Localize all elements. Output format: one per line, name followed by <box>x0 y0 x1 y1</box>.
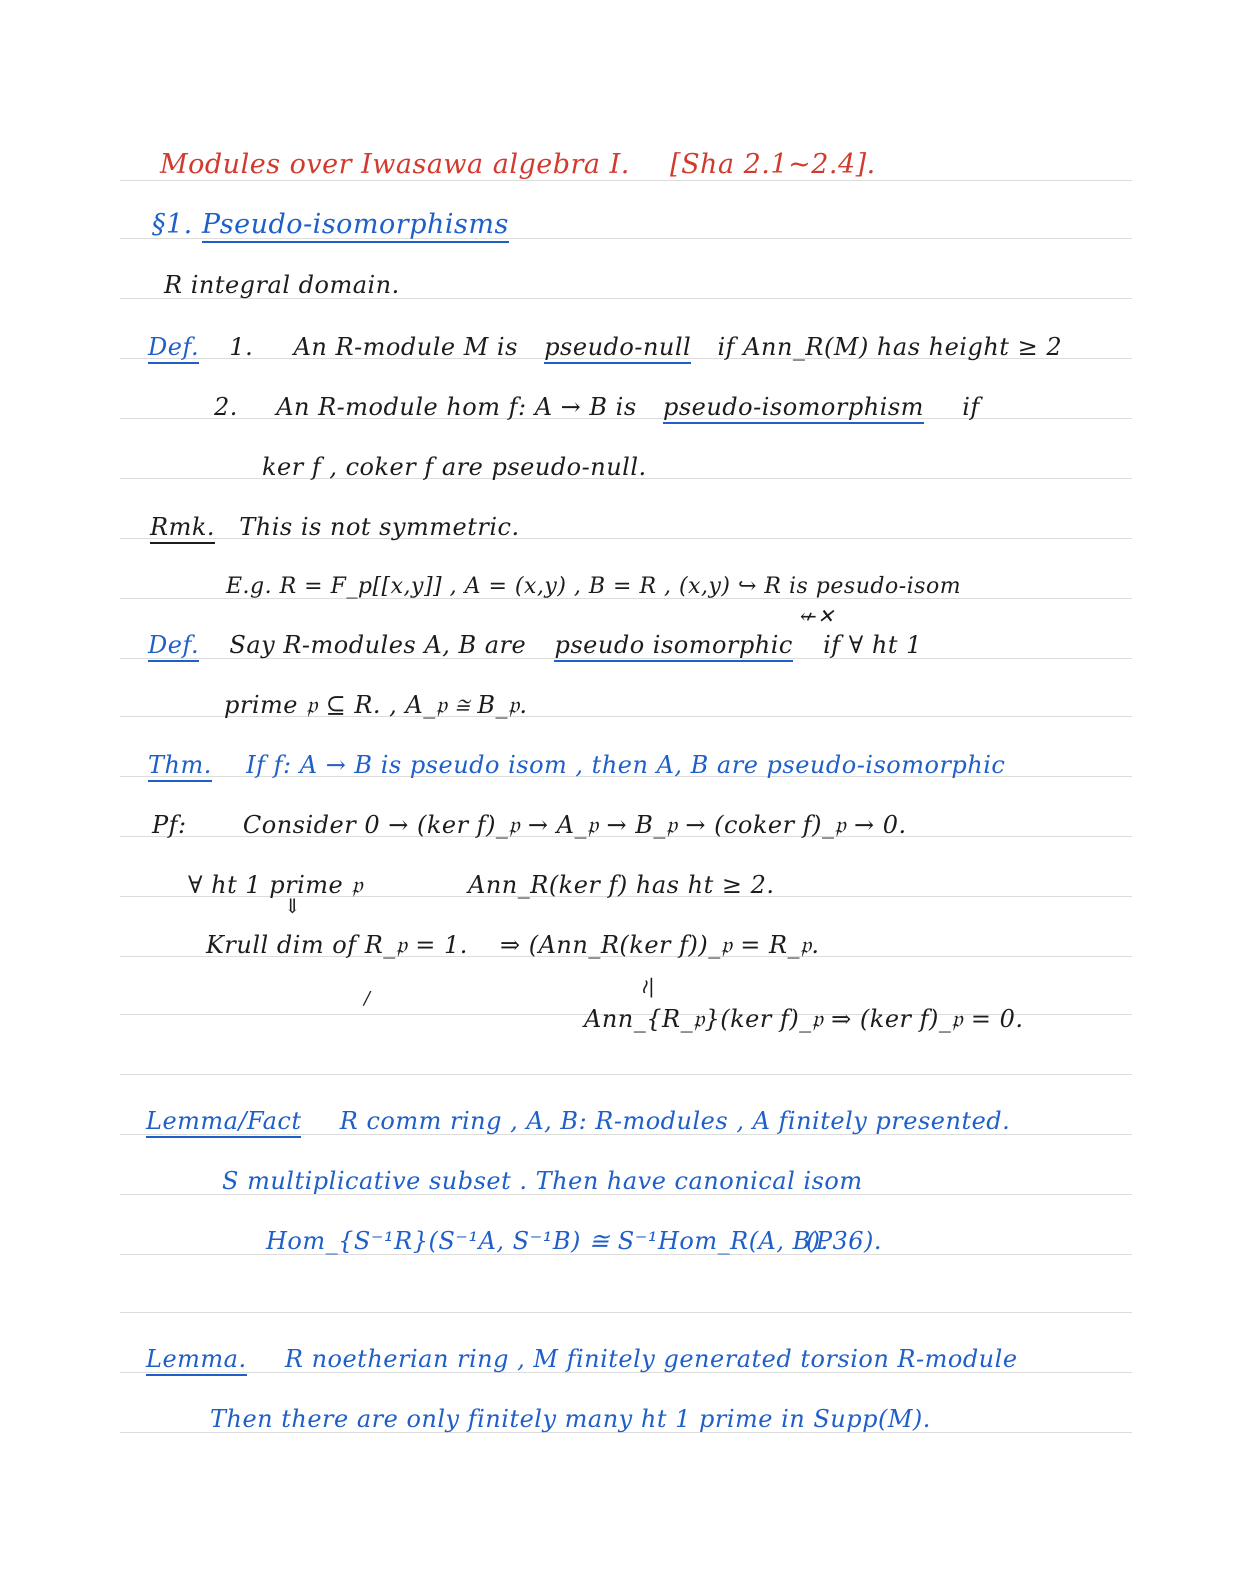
proof-line-1 <box>152 810 907 840</box>
proof-label: Pf: <box>152 811 187 839</box>
lemma-1-line-2: S multiplicative subset . Then have canonical isom <box>222 1167 863 1195</box>
example-line: E.g. R = F_p[[x,y]] , A = (x,y) , B = R , (x,y) ↪ R is pesudo-isom <box>226 574 962 599</box>
def-label: Def. <box>148 631 199 662</box>
proof-text: Consider 0 → (ker f)_𝔭 → A_𝔭 → B_𝔭 → (coker f)_𝔭 → 0. <box>242 811 907 839</box>
proof-line-2b: Ann_R(ker f) has ht ≥ 2. <box>468 871 775 899</box>
term-pseudo-isomorphic: pseudo isomorphic <box>554 631 792 662</box>
lemma-1-line-1 <box>146 1106 1010 1136</box>
remark-text: This is not symmetric. <box>239 513 520 541</box>
page-title <box>160 150 876 180</box>
definition-2-line-2: prime 𝔭 ⊆ R. , A_𝔭 ≅ B_𝔭. <box>224 691 528 719</box>
title-reference: [Sha 2.1~2.4]. <box>670 149 876 180</box>
section-name: Pseudo-isomorphisms <box>202 209 509 243</box>
lemma-2-line-2: Then there are only finitely many ht 1 prime in Supp(M). <box>210 1405 931 1433</box>
example-cross-mark: ↚✕ <box>800 604 835 628</box>
def-text: Say R-modules A, B are <box>229 631 527 659</box>
def-text: An R-module hom f: A → B is <box>276 393 637 421</box>
def-item-number: 2. <box>214 393 238 421</box>
lemma-2-line-1 <box>146 1344 1018 1374</box>
proof-line-4: Ann_{R_𝔭}(ker f)_𝔭 ⇒ (ker f)_𝔭 = 0. <box>584 1005 1024 1033</box>
definition-2-line-1 <box>148 630 922 660</box>
section-number: §1. <box>152 209 193 240</box>
subset-symbol: ≀| <box>640 974 656 998</box>
def-text: if Ann_R(M) has height ≥ 2 <box>717 333 1063 361</box>
lemma-label: Lemma. <box>146 1345 247 1376</box>
lemma-text: R comm ring , A, B: R-modules , A finitely presented. <box>339 1107 1011 1135</box>
setup-line: R integral domain. <box>164 271 400 299</box>
theorem-text: If f: A → B is pseudo isom , then A, B are pseudo-isomorphic <box>246 751 1006 779</box>
proof-line-3b: ⇒ (Ann_R(ker f))_𝔭 = R_𝔭. <box>500 931 820 959</box>
def-text: An R-module M is <box>293 333 518 361</box>
def-item-number: 1. <box>229 333 254 361</box>
definition-1-line-3: ker f , coker f are pseudo-null. <box>262 453 647 481</box>
ruled-line <box>120 180 1132 181</box>
term-pseudo-null: pseudo-null <box>544 333 691 364</box>
definition-1-line-2 <box>214 392 980 422</box>
section-heading <box>152 210 509 240</box>
lemma-label: Lemma/Fact <box>146 1107 301 1138</box>
theorem-line <box>148 750 1005 780</box>
def-label: Def. <box>148 333 199 364</box>
ruled-line <box>120 1074 1132 1075</box>
term-pseudo-isomorphism: pseudo-isomorphism <box>663 393 924 424</box>
tick-mark: / <box>364 988 371 1009</box>
title-main: Modules over Iwasawa algebra I. <box>160 149 630 180</box>
lemma-1-reference: (P36). <box>806 1227 883 1255</box>
double-down-arrow-icon: ⇓ <box>284 894 302 918</box>
proof-line-3a: Krull dim of R_𝔭 = 1. <box>206 931 468 959</box>
proof-line-2a: ∀ ht 1 prime 𝔭 <box>188 871 363 899</box>
remark-label: Rmk. <box>150 513 215 544</box>
theorem-label: Thm. <box>148 751 212 782</box>
lemma-1-line-3: Hom_{S⁻¹R}(S⁻¹A, S⁻¹B) ≅ S⁻¹Hom_R(A, B). <box>266 1227 829 1255</box>
def-text: if <box>962 393 980 421</box>
lemma-text: R noetherian ring , M finitely generated torsion R-module <box>284 1345 1018 1373</box>
remark-line <box>150 512 520 542</box>
ruled-line <box>120 1312 1132 1313</box>
definition-1-line-1 <box>148 332 1062 362</box>
def-text: if ∀ ht 1 <box>823 631 922 659</box>
